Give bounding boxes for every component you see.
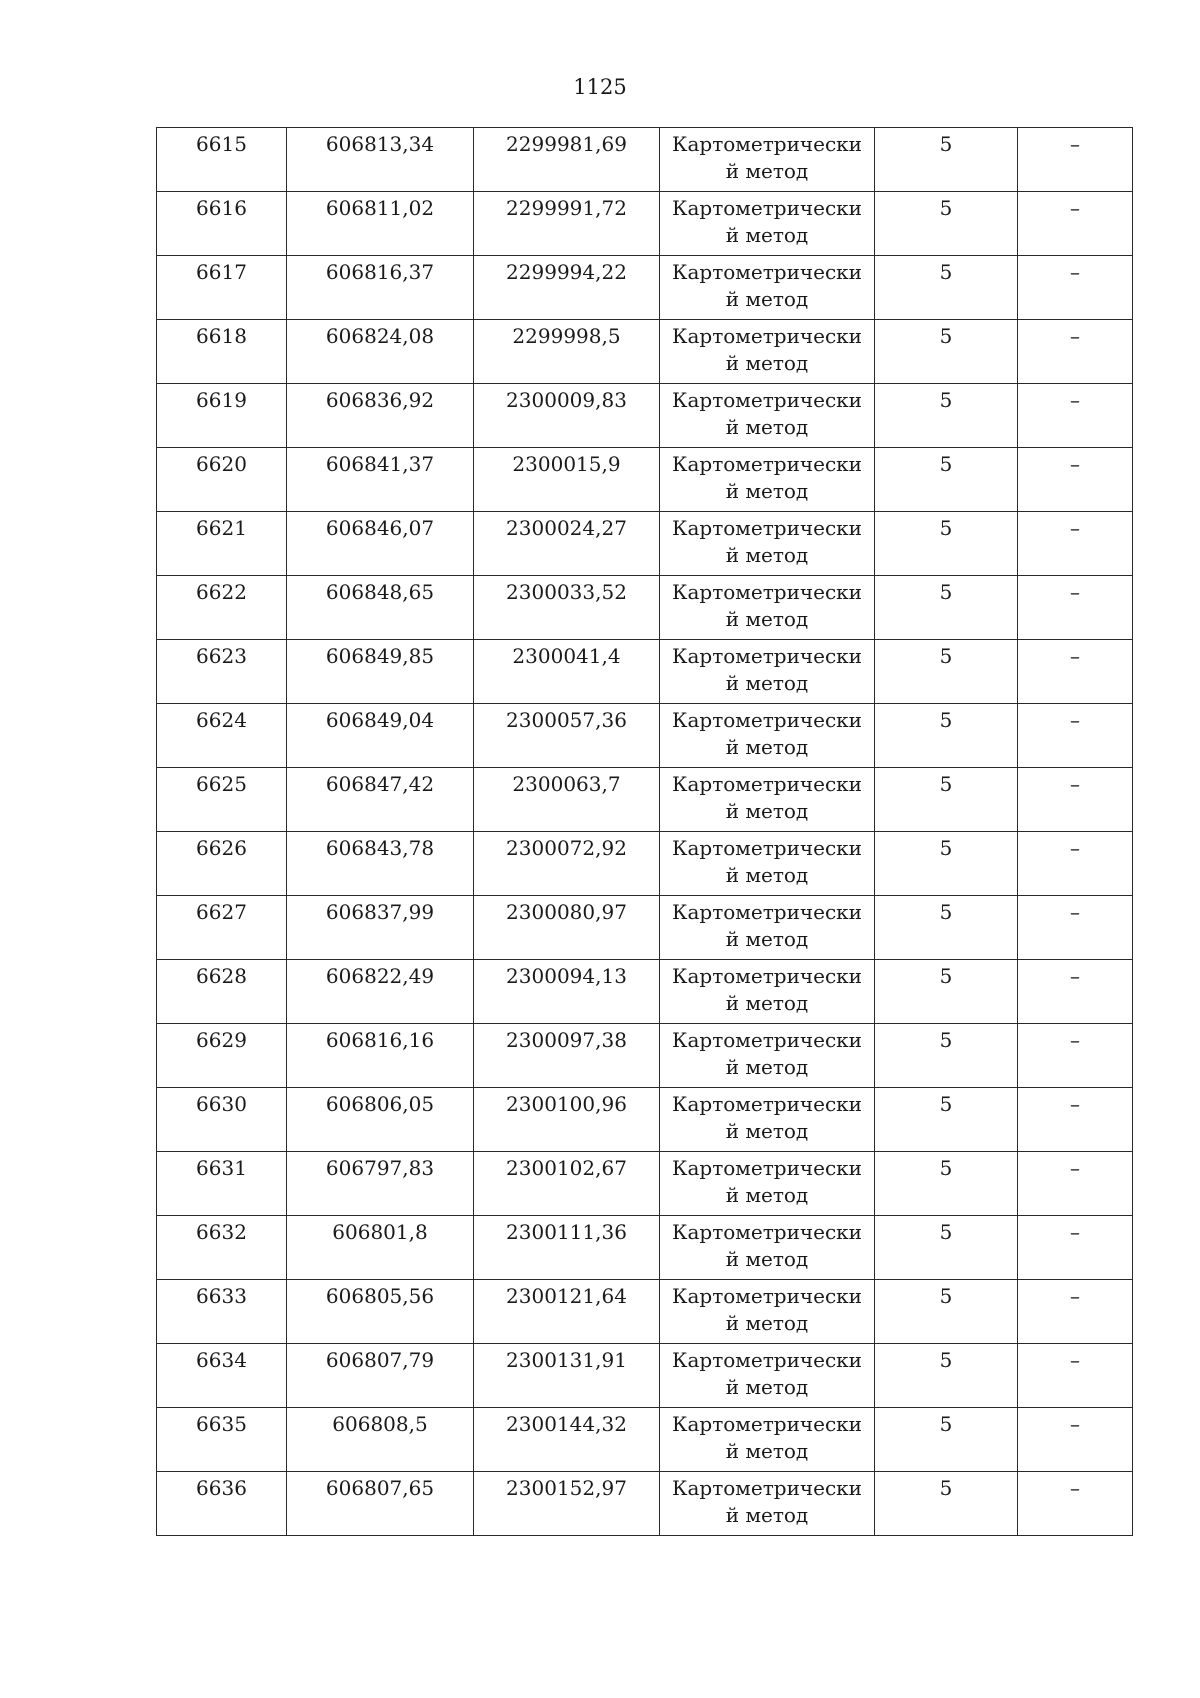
x-coordinate-cell bbox=[287, 1472, 474, 1536]
note-cell-text: – bbox=[1070, 1220, 1080, 1244]
y-coordinate-cell bbox=[474, 768, 660, 832]
point-id-cell-text: 6629 bbox=[196, 1028, 247, 1052]
method-cell bbox=[660, 1344, 875, 1408]
table-row bbox=[157, 1408, 1133, 1472]
note-cell-text: – bbox=[1070, 836, 1080, 860]
method-cell bbox=[660, 960, 875, 1024]
method-cell-text: Картометрически й метод bbox=[672, 452, 862, 503]
point-id-cell-text: 6617 bbox=[196, 260, 247, 284]
method-cell bbox=[660, 576, 875, 640]
accuracy-cell-text: 5 bbox=[939, 196, 953, 220]
accuracy-cell-text: 5 bbox=[939, 1028, 953, 1052]
point-id-cell-text: 6625 bbox=[196, 772, 247, 796]
accuracy-cell bbox=[875, 832, 1018, 896]
y-coordinate-cell-text: 2300041,4 bbox=[512, 644, 621, 668]
accuracy-cell bbox=[875, 1024, 1018, 1088]
x-coordinate-cell-text: 606805,56 bbox=[325, 1284, 435, 1308]
method-cell-text: Картометрически й метод bbox=[672, 1476, 862, 1527]
note-cell bbox=[1018, 1472, 1133, 1536]
accuracy-cell-text: 5 bbox=[939, 1284, 953, 1308]
note-cell bbox=[1018, 704, 1133, 768]
x-coordinate-cell bbox=[287, 640, 474, 704]
table-row bbox=[157, 1024, 1133, 1088]
note-cell bbox=[1018, 320, 1133, 384]
note-cell-text: – bbox=[1070, 1412, 1080, 1436]
note-cell-text: – bbox=[1070, 516, 1080, 540]
y-coordinate-cell bbox=[474, 960, 660, 1024]
table-row bbox=[157, 512, 1133, 576]
y-coordinate-cell-text: 2300094,13 bbox=[506, 964, 627, 988]
method-cell bbox=[660, 1024, 875, 1088]
method-cell bbox=[660, 1088, 875, 1152]
point-id-cell bbox=[157, 512, 287, 576]
x-coordinate-cell-text: 606843,78 bbox=[325, 836, 435, 860]
table-row bbox=[157, 256, 1133, 320]
point-id-cell-text: 6634 bbox=[196, 1348, 247, 1372]
note-cell-text: – bbox=[1070, 1476, 1080, 1500]
point-id-cell bbox=[157, 1472, 287, 1536]
method-cell-text: Картометрически й метод bbox=[672, 324, 862, 375]
method-cell bbox=[660, 384, 875, 448]
method-cell bbox=[660, 448, 875, 512]
point-id-cell bbox=[157, 640, 287, 704]
y-coordinate-cell-text: 2300131,91 bbox=[506, 1348, 627, 1372]
accuracy-cell bbox=[875, 640, 1018, 704]
method-cell bbox=[660, 128, 875, 192]
coordinates-table bbox=[156, 127, 1133, 1536]
accuracy-cell bbox=[875, 192, 1018, 256]
method-cell-text: Картометрически й метод bbox=[672, 1156, 862, 1207]
accuracy-cell bbox=[875, 1152, 1018, 1216]
note-cell bbox=[1018, 1280, 1133, 1344]
x-coordinate-cell-text: 606824,08 bbox=[325, 324, 435, 348]
x-coordinate-cell-text: 606811,02 bbox=[325, 196, 435, 220]
y-coordinate-cell-text: 2299981,69 bbox=[506, 132, 627, 156]
note-cell-text: – bbox=[1070, 388, 1080, 412]
note-cell-text: – bbox=[1070, 1348, 1080, 1372]
y-coordinate-cell-text: 2300144,32 bbox=[506, 1412, 627, 1436]
point-id-cell bbox=[157, 832, 287, 896]
y-coordinate-cell bbox=[474, 1472, 660, 1536]
y-coordinate-cell-text: 2300111,36 bbox=[506, 1220, 627, 1244]
table-row bbox=[157, 640, 1133, 704]
y-coordinate-cell bbox=[474, 1280, 660, 1344]
point-id-cell-text: 6623 bbox=[196, 644, 247, 668]
point-id-cell-text: 6626 bbox=[196, 836, 247, 860]
x-coordinate-cell-text: 606837,99 bbox=[325, 900, 435, 924]
x-coordinate-cell bbox=[287, 128, 474, 192]
y-coordinate-cell-text: 2300080,97 bbox=[506, 900, 627, 924]
x-coordinate-cell-text: 606849,85 bbox=[325, 644, 435, 668]
x-coordinate-cell bbox=[287, 192, 474, 256]
point-id-cell-text: 6635 bbox=[196, 1412, 247, 1436]
accuracy-cell-text: 5 bbox=[939, 1348, 953, 1372]
point-id-cell bbox=[157, 448, 287, 512]
method-cell-text: Картометрически й метод bbox=[672, 580, 862, 631]
note-cell bbox=[1018, 1152, 1133, 1216]
table-row bbox=[157, 768, 1133, 832]
y-coordinate-cell-text: 2300024,27 bbox=[506, 516, 627, 540]
note-cell bbox=[1018, 1088, 1133, 1152]
method-cell bbox=[660, 320, 875, 384]
point-id-cell-text: 6619 bbox=[196, 388, 247, 412]
accuracy-cell-text: 5 bbox=[939, 836, 953, 860]
note-cell bbox=[1018, 832, 1133, 896]
point-id-cell-text: 6636 bbox=[196, 1476, 247, 1500]
accuracy-cell-text: 5 bbox=[939, 260, 953, 284]
y-coordinate-cell bbox=[474, 1408, 660, 1472]
point-id-cell-text: 6632 bbox=[196, 1220, 247, 1244]
y-coordinate-cell bbox=[474, 896, 660, 960]
accuracy-cell bbox=[875, 576, 1018, 640]
note-cell bbox=[1018, 960, 1133, 1024]
method-cell-text: Картометрически й метод bbox=[672, 516, 862, 567]
note-cell bbox=[1018, 1024, 1133, 1088]
table-row bbox=[157, 704, 1133, 768]
point-id-cell bbox=[157, 1152, 287, 1216]
x-coordinate-cell-text: 606807,79 bbox=[325, 1348, 435, 1372]
method-cell-text: Картометрически й метод bbox=[672, 900, 862, 951]
point-id-cell-text: 6620 bbox=[196, 452, 247, 476]
note-cell-text: – bbox=[1070, 964, 1080, 988]
note-cell bbox=[1018, 1408, 1133, 1472]
x-coordinate-cell-text: 606801,8 bbox=[332, 1220, 428, 1244]
note-cell-text: – bbox=[1070, 772, 1080, 796]
note-cell-text: – bbox=[1070, 900, 1080, 924]
accuracy-cell bbox=[875, 768, 1018, 832]
y-coordinate-cell bbox=[474, 128, 660, 192]
x-coordinate-cell bbox=[287, 448, 474, 512]
y-coordinate-cell bbox=[474, 832, 660, 896]
note-cell-text: – bbox=[1070, 324, 1080, 348]
y-coordinate-cell-text: 2300152,97 bbox=[506, 1476, 627, 1500]
note-cell bbox=[1018, 128, 1133, 192]
accuracy-cell-text: 5 bbox=[939, 516, 953, 540]
table-row bbox=[157, 192, 1133, 256]
method-cell bbox=[660, 1280, 875, 1344]
method-cell-text: Картометрически й метод bbox=[672, 772, 862, 823]
accuracy-cell-text: 5 bbox=[939, 324, 953, 348]
note-cell-text: – bbox=[1070, 452, 1080, 476]
note-cell-text: – bbox=[1070, 1156, 1080, 1180]
y-coordinate-cell-text: 2300072,92 bbox=[506, 836, 627, 860]
table-row bbox=[157, 1152, 1133, 1216]
accuracy-cell bbox=[875, 960, 1018, 1024]
method-cell bbox=[660, 1472, 875, 1536]
y-coordinate-cell-text: 2299994,22 bbox=[506, 260, 627, 284]
x-coordinate-cell bbox=[287, 1088, 474, 1152]
point-id-cell bbox=[157, 1216, 287, 1280]
method-cell bbox=[660, 1408, 875, 1472]
x-coordinate-cell-text: 606846,07 bbox=[325, 516, 435, 540]
method-cell-text: Картометрически й метод bbox=[672, 132, 862, 183]
note-cell bbox=[1018, 640, 1133, 704]
point-id-cell-text: 6615 bbox=[196, 132, 247, 156]
y-coordinate-cell bbox=[474, 1216, 660, 1280]
note-cell-text: – bbox=[1070, 1028, 1080, 1052]
accuracy-cell-text: 5 bbox=[939, 580, 953, 604]
method-cell-text: Картометрически й метод bbox=[672, 260, 862, 311]
accuracy-cell bbox=[875, 320, 1018, 384]
point-id-cell-text: 6621 bbox=[196, 516, 247, 540]
point-id-cell bbox=[157, 704, 287, 768]
point-id-cell bbox=[157, 1024, 287, 1088]
accuracy-cell-text: 5 bbox=[939, 1156, 953, 1180]
y-coordinate-cell-text: 2300057,36 bbox=[506, 708, 627, 732]
accuracy-cell bbox=[875, 896, 1018, 960]
accuracy-cell bbox=[875, 384, 1018, 448]
note-cell bbox=[1018, 1216, 1133, 1280]
y-coordinate-cell bbox=[474, 1088, 660, 1152]
method-cell bbox=[660, 704, 875, 768]
method-cell-text: Картометрически й метод bbox=[672, 1348, 862, 1399]
x-coordinate-cell-text: 606807,65 bbox=[325, 1476, 435, 1500]
x-coordinate-cell bbox=[287, 384, 474, 448]
note-cell bbox=[1018, 384, 1133, 448]
accuracy-cell-text: 5 bbox=[939, 964, 953, 988]
note-cell bbox=[1018, 512, 1133, 576]
y-coordinate-cell bbox=[474, 384, 660, 448]
x-coordinate-cell-text: 606808,5 bbox=[332, 1412, 428, 1436]
accuracy-cell bbox=[875, 704, 1018, 768]
method-cell bbox=[660, 192, 875, 256]
x-coordinate-cell bbox=[287, 1152, 474, 1216]
x-coordinate-cell-text: 606849,04 bbox=[325, 708, 435, 732]
accuracy-cell bbox=[875, 1216, 1018, 1280]
method-cell-text: Картометрически й метод bbox=[672, 1284, 862, 1335]
point-id-cell bbox=[157, 384, 287, 448]
point-id-cell bbox=[157, 1344, 287, 1408]
point-id-cell bbox=[157, 1280, 287, 1344]
accuracy-cell bbox=[875, 256, 1018, 320]
x-coordinate-cell bbox=[287, 1408, 474, 1472]
table-row bbox=[157, 1088, 1133, 1152]
note-cell bbox=[1018, 576, 1133, 640]
y-coordinate-cell bbox=[474, 1152, 660, 1216]
x-coordinate-cell bbox=[287, 1344, 474, 1408]
point-id-cell bbox=[157, 896, 287, 960]
accuracy-cell-text: 5 bbox=[939, 772, 953, 796]
x-coordinate-cell bbox=[287, 256, 474, 320]
y-coordinate-cell bbox=[474, 640, 660, 704]
y-coordinate-cell bbox=[474, 576, 660, 640]
accuracy-cell-text: 5 bbox=[939, 1220, 953, 1244]
accuracy-cell-text: 5 bbox=[939, 1476, 953, 1500]
accuracy-cell-text: 5 bbox=[939, 900, 953, 924]
note-cell bbox=[1018, 896, 1133, 960]
method-cell bbox=[660, 512, 875, 576]
y-coordinate-cell bbox=[474, 1024, 660, 1088]
accuracy-cell bbox=[875, 1344, 1018, 1408]
point-id-cell bbox=[157, 960, 287, 1024]
accuracy-cell bbox=[875, 1408, 1018, 1472]
point-id-cell bbox=[157, 256, 287, 320]
accuracy-cell bbox=[875, 1472, 1018, 1536]
method-cell-text: Картометрически й метод bbox=[672, 964, 862, 1015]
note-cell-text: – bbox=[1070, 1092, 1080, 1116]
note-cell-text: – bbox=[1070, 132, 1080, 156]
x-coordinate-cell bbox=[287, 320, 474, 384]
x-coordinate-cell-text: 606822,49 bbox=[325, 964, 435, 988]
table-row bbox=[157, 960, 1133, 1024]
x-coordinate-cell-text: 606816,16 bbox=[325, 1028, 435, 1052]
x-coordinate-cell-text: 606848,65 bbox=[325, 580, 435, 604]
y-coordinate-cell-text: 2300100,96 bbox=[506, 1092, 627, 1116]
x-coordinate-cell bbox=[287, 1024, 474, 1088]
accuracy-cell bbox=[875, 1088, 1018, 1152]
accuracy-cell-text: 5 bbox=[939, 708, 953, 732]
y-coordinate-cell-text: 2300009,83 bbox=[506, 388, 627, 412]
y-coordinate-cell-text: 2299998,5 bbox=[512, 324, 621, 348]
table-row bbox=[157, 576, 1133, 640]
y-coordinate-cell bbox=[474, 192, 660, 256]
table-row bbox=[157, 384, 1133, 448]
x-coordinate-cell-text: 606806,05 bbox=[325, 1092, 435, 1116]
table-row bbox=[157, 1472, 1133, 1536]
y-coordinate-cell-text: 2300063,7 bbox=[512, 772, 621, 796]
accuracy-cell-text: 5 bbox=[939, 1412, 953, 1436]
method-cell-text: Картометрически й метод bbox=[672, 644, 862, 695]
point-id-cell-text: 6624 bbox=[196, 708, 247, 732]
y-coordinate-cell-text: 2300015,9 bbox=[512, 452, 621, 476]
point-id-cell bbox=[157, 192, 287, 256]
note-cell-text: – bbox=[1070, 260, 1080, 284]
y-coordinate-cell-text: 2300102,67 bbox=[506, 1156, 627, 1180]
point-id-cell-text: 6633 bbox=[196, 1284, 247, 1308]
y-coordinate-cell-text: 2300121,64 bbox=[506, 1284, 627, 1308]
method-cell bbox=[660, 896, 875, 960]
accuracy-cell bbox=[875, 1280, 1018, 1344]
y-coordinate-cell bbox=[474, 448, 660, 512]
coordinates-table-body bbox=[157, 128, 1133, 1536]
note-cell bbox=[1018, 448, 1133, 512]
table-row bbox=[157, 128, 1133, 192]
method-cell-text: Картометрически й метод bbox=[672, 1092, 862, 1143]
method-cell-text: Картометрически й метод bbox=[672, 1412, 862, 1463]
point-id-cell bbox=[157, 1408, 287, 1472]
note-cell-text: – bbox=[1070, 644, 1080, 668]
y-coordinate-cell-text: 2300097,38 bbox=[506, 1028, 627, 1052]
note-cell bbox=[1018, 1344, 1133, 1408]
point-id-cell bbox=[157, 576, 287, 640]
accuracy-cell-text: 5 bbox=[939, 644, 953, 668]
method-cell bbox=[660, 1152, 875, 1216]
x-coordinate-cell-text: 606816,37 bbox=[325, 260, 435, 284]
x-coordinate-cell-text: 606847,42 bbox=[325, 772, 435, 796]
table-row bbox=[157, 1344, 1133, 1408]
method-cell bbox=[660, 640, 875, 704]
x-coordinate-cell bbox=[287, 1216, 474, 1280]
accuracy-cell-text: 5 bbox=[939, 388, 953, 412]
x-coordinate-cell-text: 606813,34 bbox=[325, 132, 435, 156]
point-id-cell bbox=[157, 768, 287, 832]
point-id-cell-text: 6630 bbox=[196, 1092, 247, 1116]
table-row bbox=[157, 896, 1133, 960]
y-coordinate-cell bbox=[474, 320, 660, 384]
table-row bbox=[157, 448, 1133, 512]
point-id-cell bbox=[157, 128, 287, 192]
method-cell-text: Картометрически й метод bbox=[672, 1028, 862, 1079]
x-coordinate-cell bbox=[287, 960, 474, 1024]
x-coordinate-cell bbox=[287, 512, 474, 576]
x-coordinate-cell-text: 606841,37 bbox=[325, 452, 435, 476]
page-number: 1125 bbox=[573, 75, 627, 99]
accuracy-cell-text: 5 bbox=[939, 452, 953, 476]
x-coordinate-cell bbox=[287, 704, 474, 768]
y-coordinate-cell bbox=[474, 256, 660, 320]
note-cell bbox=[1018, 192, 1133, 256]
note-cell-text: – bbox=[1070, 580, 1080, 604]
x-coordinate-cell bbox=[287, 576, 474, 640]
note-cell-text: – bbox=[1070, 708, 1080, 732]
note-cell bbox=[1018, 768, 1133, 832]
method-cell-text: Картометрически й метод bbox=[672, 708, 862, 759]
accuracy-cell-text: 5 bbox=[939, 1092, 953, 1116]
x-coordinate-cell-text: 606797,83 bbox=[325, 1156, 435, 1180]
x-coordinate-cell-text: 606836,92 bbox=[325, 388, 435, 412]
note-cell-text: – bbox=[1070, 196, 1080, 220]
x-coordinate-cell bbox=[287, 896, 474, 960]
point-id-cell-text: 6616 bbox=[196, 196, 247, 220]
method-cell bbox=[660, 768, 875, 832]
method-cell bbox=[660, 832, 875, 896]
accuracy-cell bbox=[875, 128, 1018, 192]
y-coordinate-cell-text: 2300033,52 bbox=[506, 580, 627, 604]
table-row bbox=[157, 1216, 1133, 1280]
y-coordinate-cell bbox=[474, 1344, 660, 1408]
method-cell-text: Картометрически й метод bbox=[672, 1220, 862, 1271]
point-id-cell-text: 6622 bbox=[196, 580, 247, 604]
table-row bbox=[157, 320, 1133, 384]
method-cell bbox=[660, 1216, 875, 1280]
point-id-cell-text: 6618 bbox=[196, 324, 247, 348]
point-id-cell-text: 6627 bbox=[196, 900, 247, 924]
method-cell-text: Картометрически й метод bbox=[672, 388, 862, 439]
accuracy-cell-text: 5 bbox=[939, 132, 953, 156]
x-coordinate-cell bbox=[287, 832, 474, 896]
accuracy-cell bbox=[875, 448, 1018, 512]
point-id-cell bbox=[157, 1088, 287, 1152]
x-coordinate-cell bbox=[287, 1280, 474, 1344]
x-coordinate-cell bbox=[287, 768, 474, 832]
method-cell bbox=[660, 256, 875, 320]
table-row bbox=[157, 1280, 1133, 1344]
table-row bbox=[157, 832, 1133, 896]
point-id-cell-text: 6631 bbox=[196, 1156, 247, 1180]
point-id-cell bbox=[157, 320, 287, 384]
method-cell-text: Картометрически й метод bbox=[672, 196, 862, 247]
y-coordinate-cell-text: 2299991,72 bbox=[506, 196, 627, 220]
accuracy-cell bbox=[875, 512, 1018, 576]
y-coordinate-cell bbox=[474, 704, 660, 768]
note-cell-text: – bbox=[1070, 1284, 1080, 1308]
method-cell-text: Картометрически й метод bbox=[672, 836, 862, 887]
point-id-cell-text: 6628 bbox=[196, 964, 247, 988]
y-coordinate-cell bbox=[474, 512, 660, 576]
note-cell bbox=[1018, 256, 1133, 320]
